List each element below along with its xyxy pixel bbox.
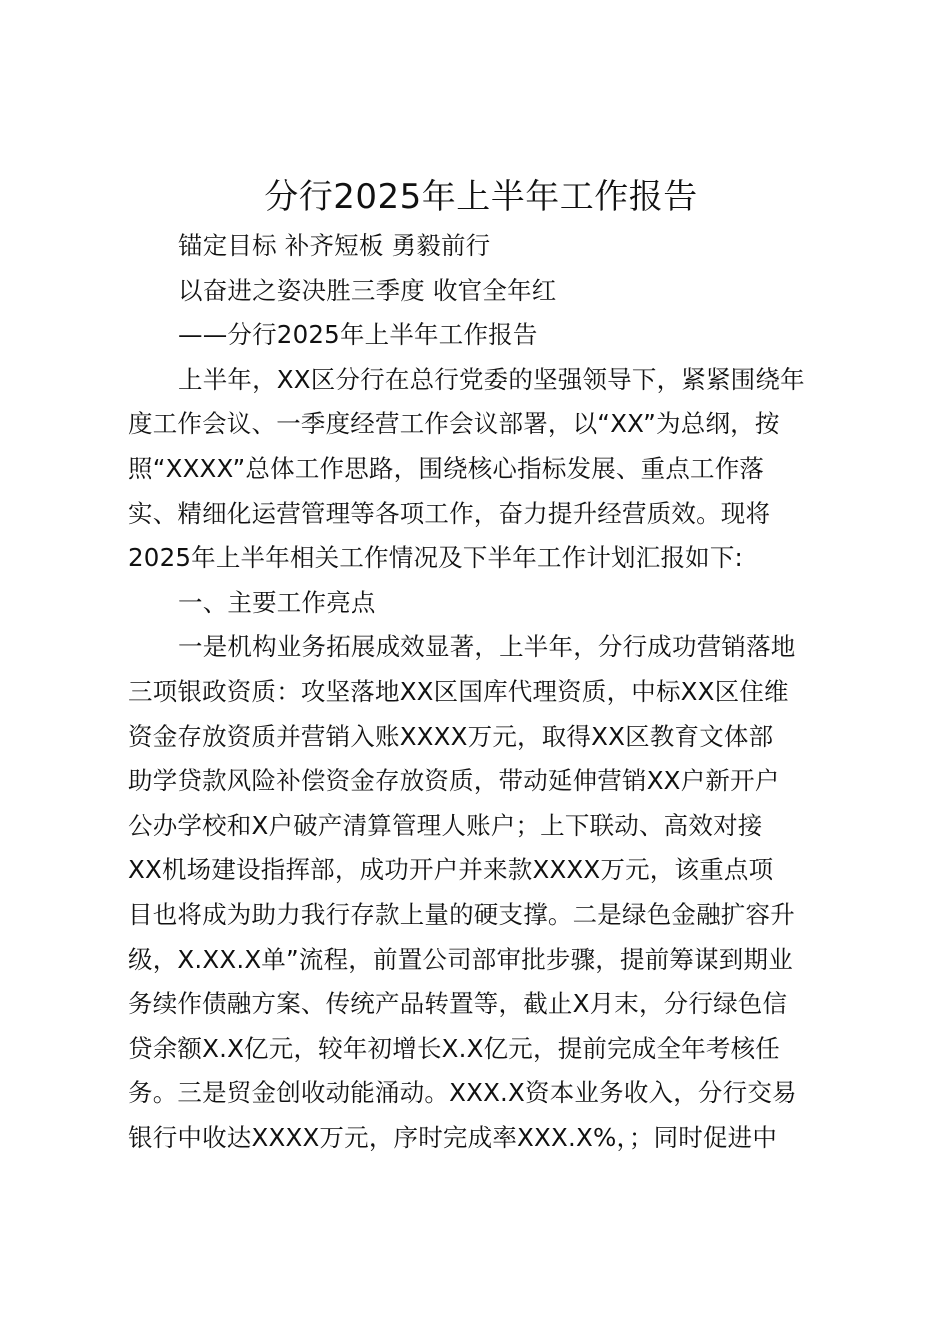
paragraph-line: 2025年上半年相关工作情况及下半年工作计划汇报如下:	[128, 543, 744, 573]
subtitle-line-3: ——分行2025年上半年工作报告	[178, 320, 538, 350]
paragraph-line: 目也将成为助力我行存款上量的硬支撑。二是绿色金融扩容升	[128, 899, 795, 929]
paragraph-line: 一是机构业务拓展成效显著，上半年，分行成功营销落地	[178, 632, 796, 662]
paragraph-line: 资金存放资质并营销入账XXXX万元，取得XX区教育文体部	[128, 721, 774, 751]
paragraph-line: 照“XXXX”总体工作思路，围绕核心指标发展、重点工作落	[128, 453, 765, 483]
paragraph-line: 公办学校和X户破产清算管理人账户；上下联动、高效对接	[128, 810, 763, 840]
paragraph-line: XX机场建设指挥部，成功开户并来款XXXX万元，该重点项	[128, 855, 774, 885]
paragraph-line: 务续作债融方案、传统产品转置等，截止X月末，分行绿色信	[128, 989, 788, 1019]
paragraph-line: 助学贷款风险补偿资金存放资质，带动延伸营销XX户新开户	[128, 766, 780, 796]
paragraph-line: 贷余额X.X亿元，较年初增长X.X亿元，提前完成全年考核任	[128, 1033, 781, 1063]
paragraph-line: 级，X.XX.X单”流程，前置公司部审批步骤，提前筹谋到期业	[128, 944, 793, 974]
subtitle-line-1: 锚定目标 补齐短板 勇毅前行	[178, 231, 491, 260]
paragraph-line: 上半年，XX区分行在总行党委的坚强领导下，紧紧围绕年	[178, 364, 805, 394]
paragraph-line: 三项银政资质：攻坚落地XX区国库代理资质，中标XX区住维	[128, 676, 789, 706]
paragraph-line: 务。三是贸金创收动能涌动。XXX.X资本业务收入，分行交易	[128, 1078, 797, 1108]
document-title: 分行2025年上半年工作报告	[264, 177, 698, 217]
document-body	[128, 170, 834, 1160]
paragraph-line: 度工作会议、一季度经营工作会议部署，以“XX”为总纲，按	[128, 409, 780, 439]
subtitle-line-2: 以奋进之姿决胜三季度 收官全年红	[178, 275, 557, 305]
paragraph-line: 银行中收达XXXX万元，序时完成率XXX.X%，；同时促进中	[128, 1122, 778, 1152]
paragraph-line: 实、精细化运营管理等各项工作，奋力提升经营质效。现将	[128, 498, 771, 528]
section-heading: 一、主要工作亮点	[178, 587, 376, 617]
